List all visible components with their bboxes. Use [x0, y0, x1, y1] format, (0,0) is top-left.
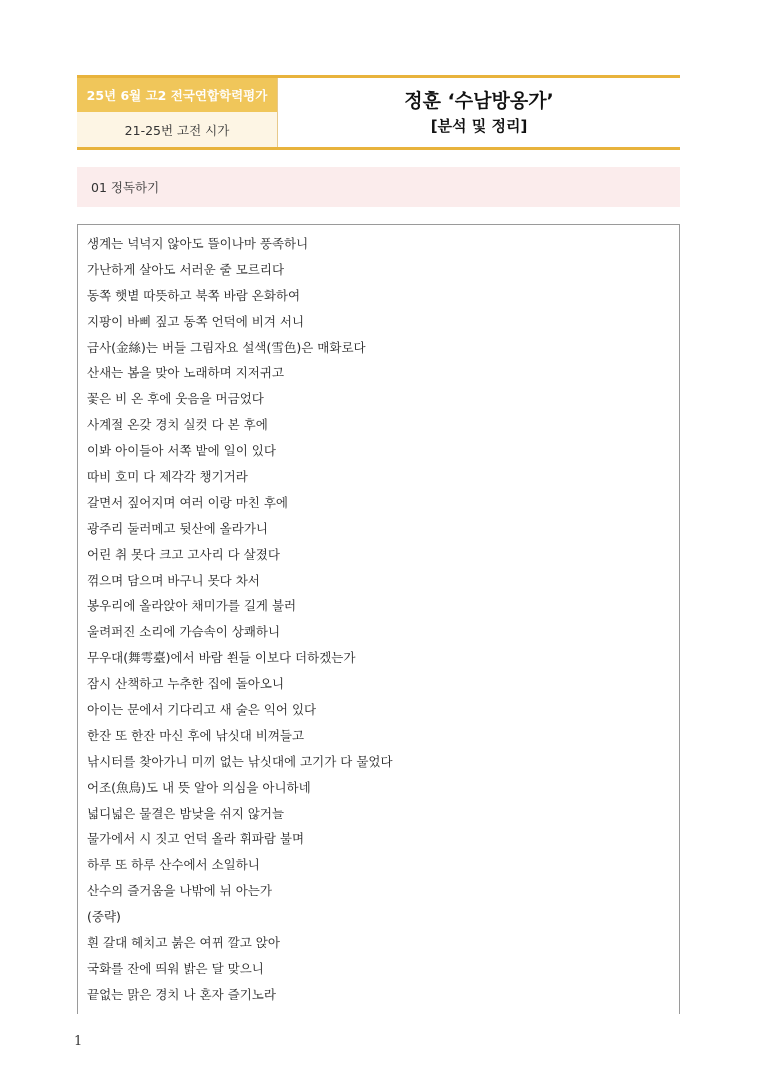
poem-line: 지팡이 바삐 짚고 동쪽 언덕에 비겨 서니	[87, 313, 305, 329]
poem-line: 무우대(舞雩臺)에서 바람 쐰들 이보다 더하겠는가	[87, 650, 356, 666]
document-title: 정훈 ‘수남방옹가’	[404, 89, 554, 112]
poem-line: 따비 호미 다 제각각 챙기거라	[87, 469, 248, 485]
poem-line: 사계절 온갖 경치 실컷 다 본 후에	[87, 417, 268, 433]
poem-text-box	[77, 224, 680, 1014]
poem-line: 이봐 아이들아 서쪽 밭에 일이 있다	[87, 443, 276, 459]
poem-line: (중략)	[87, 909, 121, 925]
poem-line: 잠시 산책하고 누추한 집에 돌아오니	[87, 676, 285, 692]
poem-line: 산수의 즐거움을 나밖에 뉘 아는가	[87, 883, 272, 899]
poem-line: 하루 또 하루 산수에서 소일하니	[87, 857, 260, 873]
poem-line: 꺾으며 담으며 바구니 못다 차서	[87, 572, 260, 588]
poem-line: 봉우리에 올라앉아 채미가를 길게 불러	[87, 598, 297, 614]
poem-line: 광주리 둘러메고 뒷산에 올라가니	[87, 520, 268, 536]
poem-line: 아이는 문에서 기다리고 새 술은 익어 있다	[87, 702, 317, 718]
poem-line: 금사(金絲)는 버들 그림자요 설색(雪色)은 매화로다	[87, 339, 366, 355]
poem-line: 물가에서 시 짓고 언덕 올라 휘파람 불며	[87, 831, 305, 847]
document-subtitle: [분석 및 정리]	[430, 116, 528, 135]
question-range-label: 21-25번 고전 시가	[77, 112, 277, 147]
poem-line: 갈면서 짚어지며 여러 이랑 마친 후에	[87, 494, 288, 510]
document-header	[77, 75, 680, 150]
poem-line: 흰 갈대 헤치고 붉은 여뀌 깔고 앉아	[87, 935, 280, 951]
header-right-panel	[278, 78, 680, 147]
poem-line: 넓디넓은 물결은 밤낮을 쉬지 않거늘	[87, 805, 285, 821]
poem-line: 동쪽 햇볕 따뜻하고 북쪽 바람 온화하여	[87, 287, 301, 303]
poem-line: 낚시터를 찾아가니 미끼 없는 낚싯대에 고기가 다 물었다	[87, 753, 393, 769]
poem-line: 생계는 넉넉지 않아도 뜰이나마 풍족하니	[87, 236, 309, 251]
poem-line: 울려퍼진 소리에 가슴속이 상쾌하니	[87, 624, 281, 640]
poem-line: 국화를 잔에 띄워 밝은 달 맞으니	[87, 960, 264, 976]
header-left-panel	[77, 78, 277, 147]
poem-line: 어린 취 못다 크고 고사리 다 살졌다	[87, 546, 280, 562]
poem-line: 끝없는 맑은 경치 나 혼자 즐기노라	[87, 986, 276, 1002]
poem-line: 산새는 봄을 맞아 노래하며 지저귀고	[87, 365, 285, 381]
poem-line: 한잔 또 한잔 마신 후에 낚싯대 비껴들고	[87, 727, 305, 743]
exam-label: 25년 6월 고2 전국연합학력평가	[77, 78, 277, 112]
section-heading	[77, 167, 680, 207]
poem-line: 어조(魚鳥)도 내 뜻 알아 의심을 아니하네	[87, 779, 311, 795]
poem-line: 가난하게 살아도 서러운 줄 모르리다	[87, 261, 285, 277]
poem-line: 꽃은 비 온 후에 웃음을 머금었다	[87, 391, 264, 407]
page-number: 1	[74, 1034, 83, 1049]
section-heading-label: 01 정독하기	[91, 180, 160, 195]
